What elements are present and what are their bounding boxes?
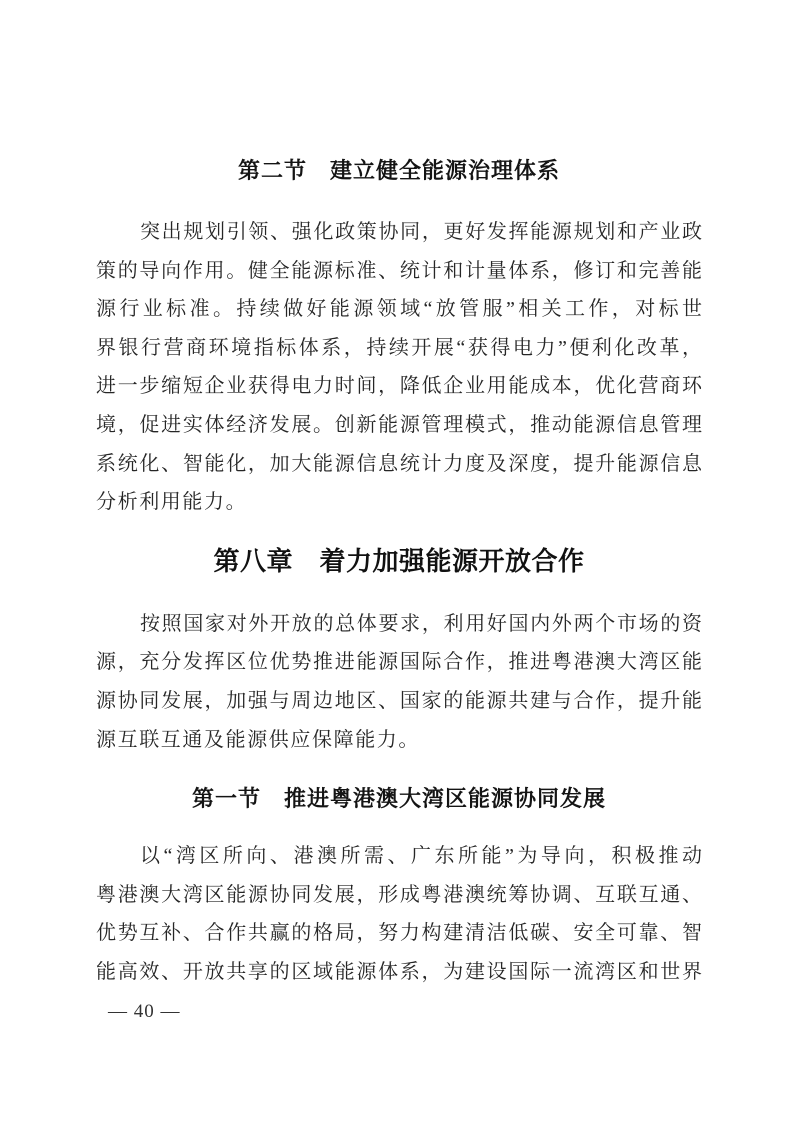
body-text-line: 突出规划引领、强化政策协同，更好发挥能源规划和产业政: [140, 221, 702, 243]
page-number: — 40 —: [108, 1001, 181, 1022]
body-text-line: 源行业标准。持续做好能源领域“放管服”相关工作，对标世: [96, 298, 702, 321]
section-heading-establish-energy-governance: 第二节 建立健全能源治理体系: [237, 158, 560, 183]
body-text-line: 以“湾区所向、港澳所需、广东所能”为导向，积极推动: [140, 845, 702, 868]
body-text-line: 境，促进实体经济发展。创新能源管理模式，推动能源信息管理: [96, 413, 702, 436]
body-text-line: 粤港澳大湾区能源协同发展，形成粤港澳统筹协调、互联互通、: [96, 883, 702, 906]
body-text-line: 源，充分发挥区位优势推进能源国际合作，推进粤港澳大湾区能: [96, 651, 702, 674]
body-text-line: 源协同发展，加强与周边地区、国家的能源共建与合作，提升能: [96, 689, 702, 712]
body-text-line: 策的导向作用。健全能源标准、统计和计量体系，修订和完善能: [96, 259, 702, 282]
body-text-line: 界银行营商环境指标体系，持续开展“获得电力”便利化改革，: [96, 336, 702, 359]
body-text-line: 优势互补、合作共赢的格局，努力构建清洁低碳、安全可靠、智: [96, 922, 702, 945]
body-text-line: 系统化、智能化，加大能源信息统计力度及深度，提升能源信息: [96, 452, 702, 475]
body-text-line: 按照国家对外开放的总体要求，利用好国内外两个市场的资: [140, 612, 702, 635]
paragraph-energy-governance: [96, 213, 702, 522]
paragraph-opening-cooperation: [96, 605, 702, 759]
paragraph-greater-bay-area: [96, 837, 702, 991]
body-text-line: 能高效、开放共享的区域能源体系，为建设国际一流湾区和世界: [96, 960, 702, 983]
body-text-line: 源互联互通及能源供应保障能力。: [96, 728, 420, 751]
section-heading-greater-bay-area-energy: 第一节 推进粤港澳大湾区能源协同发展: [191, 786, 606, 812]
document-body: [96, 0, 702, 992]
body-text-line: 进一步缩短企业获得电力时间，降低企业用能成本，优化营商环: [96, 375, 702, 398]
body-text-line: 分析利用能力。: [96, 491, 248, 514]
chapter-heading-energy-opening-cooperation: 第八章 着力加强能源开放合作: [213, 546, 585, 576]
